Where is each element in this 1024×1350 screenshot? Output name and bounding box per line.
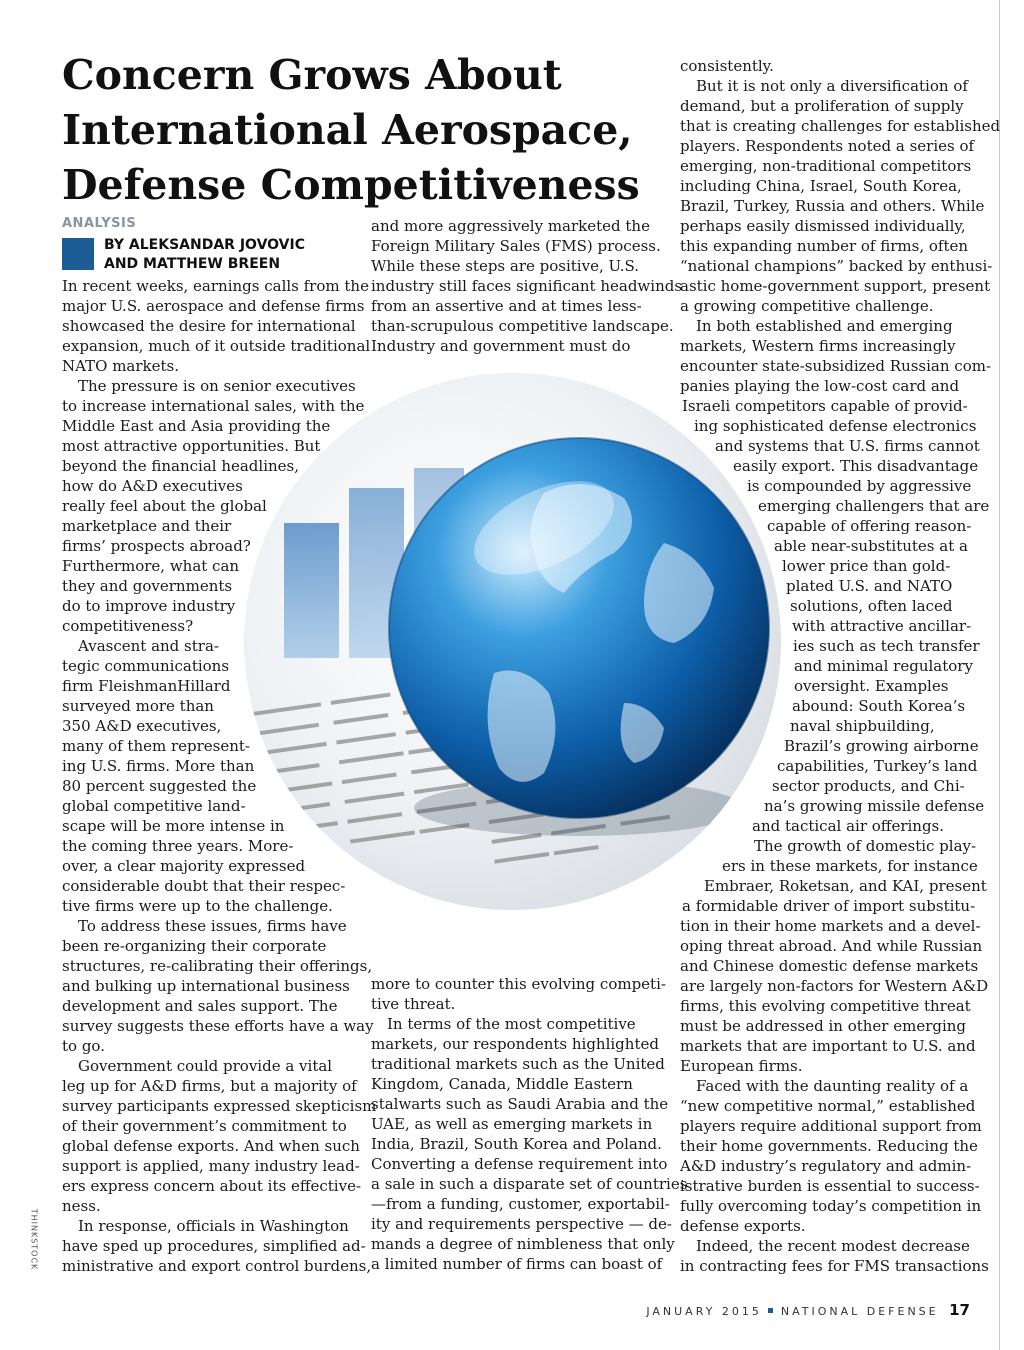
body-line: India, Brazil, South Korea and Poland. bbox=[371, 1135, 662, 1153]
body-column-2-top bbox=[371, 216, 682, 356]
body-line: demand, but a proliferation of supply bbox=[680, 97, 964, 115]
body-line: Government could provide a vital bbox=[78, 1057, 333, 1075]
body-line: surveyed more than bbox=[62, 697, 214, 715]
body-line: —from a funding, customer, exportabil- bbox=[371, 1195, 670, 1213]
body-line: Indeed, the recent modest decrease bbox=[696, 1237, 970, 1255]
body-line: 80 percent suggested the bbox=[62, 777, 257, 795]
body-line: to increase international sales, with the bbox=[62, 397, 365, 415]
body-line: global defense exports. And when such bbox=[62, 1137, 360, 1155]
body-line: major U.S. aerospace and defense firms bbox=[62, 297, 365, 315]
body-line: expansion, much of it outside traditional bbox=[62, 337, 371, 355]
body-line: support is applied, many industry lead- bbox=[62, 1157, 360, 1175]
body-line: stalwarts such as Saudi Arabia and the bbox=[371, 1095, 669, 1113]
body-line: and bulking up international business bbox=[62, 977, 350, 995]
body-line: they and governments bbox=[62, 577, 233, 595]
body-line: ing sophisticated defense electronics bbox=[694, 417, 977, 435]
body-line: ity and requirements perspective — de- bbox=[371, 1215, 672, 1233]
body-line: of their government’s commitment to bbox=[62, 1117, 347, 1135]
body-line: been re-organizing their corporate bbox=[62, 937, 327, 955]
body-line: astic home-government support, present bbox=[680, 277, 991, 295]
body-line: tion in their home markets and a devel- bbox=[680, 917, 981, 935]
body-line: In terms of the most competitive bbox=[387, 1015, 636, 1033]
body-line: oping threat abroad. And while Russian bbox=[680, 937, 983, 955]
body-line: a limited number of firms can boast of bbox=[371, 1255, 663, 1273]
body-line: players require additional support from bbox=[680, 1117, 982, 1135]
section-kicker: ANALYSIS bbox=[62, 216, 137, 231]
photo-credit bbox=[26, 1208, 40, 1272]
body-line: from an assertive and at times less- bbox=[371, 297, 642, 315]
body-line: firms, this evolving competitive threat bbox=[680, 997, 971, 1015]
body-line: tive threat. bbox=[371, 995, 456, 1013]
body-line: a formidable driver of import substitu- bbox=[682, 897, 976, 915]
body-line: global competitive land- bbox=[62, 797, 246, 815]
body-line: markets that are important to U.S. and bbox=[680, 1037, 976, 1055]
body-line: able near-substitutes at a bbox=[774, 537, 968, 555]
body-line: capabilities, Turkey’s land bbox=[777, 757, 978, 775]
body-line: ers in these markets, for instance bbox=[722, 857, 978, 875]
body-line: this expanding number of firms, often bbox=[680, 237, 969, 255]
body-line: In response, officials in Washington bbox=[78, 1217, 349, 1235]
body-line: must be addressed in other emerging bbox=[680, 1017, 967, 1035]
body-line: emerging, non-traditional competitors bbox=[680, 157, 972, 175]
body-line: tegic communications bbox=[62, 657, 230, 675]
body-line: Faced with the daunting reality of a bbox=[696, 1077, 969, 1095]
body-line: ness. bbox=[62, 1197, 101, 1215]
body-line: capable of offering reason- bbox=[767, 517, 972, 535]
body-line: emerging challengers that are bbox=[758, 497, 990, 515]
body-line: competitiveness? bbox=[62, 617, 194, 635]
body-line: defense exports. bbox=[680, 1217, 806, 1235]
body-line: istrative burden is essential to success- bbox=[680, 1177, 980, 1195]
body-line: and Chinese domestic defense markets bbox=[680, 957, 979, 975]
body-column-2-bottom bbox=[371, 974, 687, 1274]
body-line: Brazil’s growing airborne bbox=[784, 737, 979, 755]
byline-marker bbox=[62, 238, 94, 270]
body-line: “national champions” backed by enthusi- bbox=[680, 257, 993, 275]
body-line: To address these issues, firms have bbox=[78, 917, 347, 935]
body-line: and more aggressively marketed the bbox=[371, 217, 650, 235]
footer-separator bbox=[768, 1308, 773, 1313]
body-line: solutions, often laced bbox=[790, 597, 953, 615]
body-line: their home governments. Reducing the bbox=[680, 1137, 978, 1155]
body-line: a sale in such a disparate set of countries bbox=[371, 1175, 688, 1193]
body-line: UAE, as well as emerging markets in bbox=[371, 1115, 653, 1133]
body-line: plated U.S. and NATO bbox=[786, 577, 953, 595]
body-line: that is creating challenges for established bbox=[680, 117, 1001, 135]
body-line: survey suggests these efforts have a way bbox=[62, 1017, 374, 1035]
body-line: Converting a defense requirement into bbox=[371, 1155, 668, 1173]
title-line: Concern Grows About bbox=[62, 51, 562, 99]
body-line: The growth of domestic play- bbox=[754, 837, 977, 855]
body-line: na’s growing missile defense bbox=[764, 797, 985, 815]
body-line: “new competitive normal,” established bbox=[680, 1097, 976, 1115]
body-line: showcased the desire for international bbox=[62, 317, 356, 335]
byline bbox=[104, 236, 305, 274]
body-line: In both established and emerging bbox=[696, 317, 953, 335]
body-line: firms’ prospects abroad? bbox=[62, 537, 251, 555]
body-line: marketplace and their bbox=[62, 517, 232, 535]
body-line: abound: South Korea’s bbox=[792, 697, 966, 715]
body-line: ing U.S. firms. More than bbox=[62, 757, 255, 775]
body-line: markets, our respondents highlighted bbox=[371, 1035, 659, 1053]
body-line: 350 A&D executives, bbox=[62, 717, 222, 735]
globe-illustration bbox=[244, 373, 781, 910]
body-line: beyond the financial headlines, bbox=[62, 457, 300, 475]
body-line: NATO markets. bbox=[62, 357, 180, 375]
body-line: In recent weeks, earnings calls from the bbox=[62, 277, 369, 295]
body-line: Brazil, Turkey, Russia and others. While bbox=[680, 197, 985, 215]
footer-publication: NATIONAL DEFENSE bbox=[780, 1305, 939, 1318]
body-line: Industry and government must do bbox=[371, 337, 631, 355]
body-line: ers express concern about its effective- bbox=[62, 1177, 362, 1195]
body-line: how do A&D executives bbox=[62, 477, 243, 495]
body-line: ministrative and export control burdens, bbox=[62, 1257, 372, 1275]
body-line: players. Respondents noted a series of bbox=[680, 137, 975, 155]
body-line: survey participants expressed skepticism bbox=[62, 1097, 377, 1115]
body-line: markets, Western firms increasingly bbox=[680, 337, 956, 355]
body-line: But it is not only a diversification of bbox=[696, 77, 968, 95]
globe-photo bbox=[244, 373, 781, 910]
body-line: naval shipbuilding, bbox=[790, 717, 935, 735]
body-line: ies such as tech transfer bbox=[793, 637, 980, 655]
body-line: have sped up procedures, simplified ad- bbox=[62, 1237, 366, 1255]
body-line: most attractive opportunities. But bbox=[62, 437, 321, 455]
body-line: and tactical air offerings. bbox=[752, 817, 945, 835]
body-line: A&D industry’s regulatory and admin- bbox=[680, 1157, 972, 1175]
body-line: many of them represent- bbox=[62, 737, 251, 755]
body-line: development and sales support. The bbox=[62, 997, 338, 1015]
body-line: perhaps easily dismissed individually, bbox=[680, 217, 966, 235]
footer-issue: JANUARY 2015 bbox=[646, 1305, 762, 1318]
body-line: fully overcoming today’s competition in bbox=[680, 1197, 982, 1215]
photo-credit-text: THINKSTOCK bbox=[29, 1208, 39, 1271]
body-line: structures, re-calibrating their offerings, bbox=[62, 957, 373, 975]
body-line: with attractive ancillar- bbox=[792, 617, 972, 635]
body-line: encounter state-subsidized Russian com- bbox=[680, 357, 992, 375]
body-line: European firms. bbox=[680, 1057, 803, 1075]
body-line: are largely non-factors for Western A&D bbox=[680, 977, 989, 995]
body-line: more to counter this evolving competi- bbox=[371, 975, 666, 993]
body-line: firm FleishmanHillard bbox=[62, 677, 231, 695]
title-line: Defense Competitiveness bbox=[62, 161, 640, 209]
body-line: and minimal regulatory bbox=[794, 657, 973, 675]
title-line: International Aerospace, bbox=[62, 106, 633, 154]
body-line: considerable doubt that their respec- bbox=[62, 877, 346, 895]
body-line: Embraer, Roketsan, and KAI, present bbox=[704, 877, 987, 895]
body-line: sector products, and Chi- bbox=[772, 777, 965, 795]
body-line: easily export. This disadvantage bbox=[733, 457, 979, 475]
body-line: over, a clear majority expressed bbox=[62, 857, 306, 875]
body-line: mands a degree of nimbleness that only bbox=[371, 1235, 675, 1253]
body-line: the coming three years. More- bbox=[62, 837, 294, 855]
body-line: leg up for A&D firms, but a majority of bbox=[62, 1077, 357, 1095]
page-footer bbox=[646, 1301, 970, 1319]
body-line: lower price than gold- bbox=[782, 557, 951, 575]
body-line: Avascent and stra- bbox=[78, 637, 219, 655]
body-line: to go. bbox=[62, 1037, 105, 1055]
body-line: traditional markets such as the United bbox=[371, 1055, 665, 1073]
body-line: and systems that U.S. firms cannot bbox=[715, 437, 980, 455]
body-line: Furthermore, what can bbox=[62, 557, 240, 575]
body-line: panies playing the low-cost card and bbox=[680, 377, 960, 395]
body-line: scape will be more intense in bbox=[62, 817, 285, 835]
body-line: tive firms were up to the challenge. bbox=[62, 897, 333, 915]
body-line: Israeli competitors capable of provid- bbox=[682, 397, 968, 415]
body-line: industry still faces significant headwinds bbox=[371, 277, 683, 295]
body-line: in contracting fees for FMS transactions bbox=[680, 1257, 989, 1275]
body-line: including China, Israel, South Korea, bbox=[680, 177, 962, 195]
body-line: really feel about the global bbox=[62, 497, 267, 515]
body-line: Kingdom, Canada, Middle Eastern bbox=[371, 1075, 633, 1093]
body-line: a growing competitive challenge. bbox=[680, 297, 934, 315]
body-line: While these steps are positive, U.S. bbox=[371, 257, 640, 275]
body-line: Middle East and Asia providing the bbox=[62, 417, 331, 435]
body-line: than-scrupulous competitive landscape. bbox=[371, 317, 674, 335]
body-line: is compounded by aggressive bbox=[747, 477, 972, 495]
body-line: Foreign Military Sales (FMS) process. bbox=[371, 237, 661, 255]
article-title bbox=[62, 48, 640, 213]
body-line: oversight. Examples bbox=[794, 677, 949, 695]
byline-line: AND MATTHEW BREEN bbox=[104, 256, 281, 272]
body-line: do to improve industry bbox=[62, 597, 236, 615]
body-line: consistently. bbox=[680, 57, 774, 75]
byline-line: BY ALEKSANDAR JOVOVIC bbox=[104, 237, 305, 253]
page-number: 17 bbox=[949, 1301, 970, 1319]
body-line: The pressure is on senior executives bbox=[78, 377, 356, 395]
